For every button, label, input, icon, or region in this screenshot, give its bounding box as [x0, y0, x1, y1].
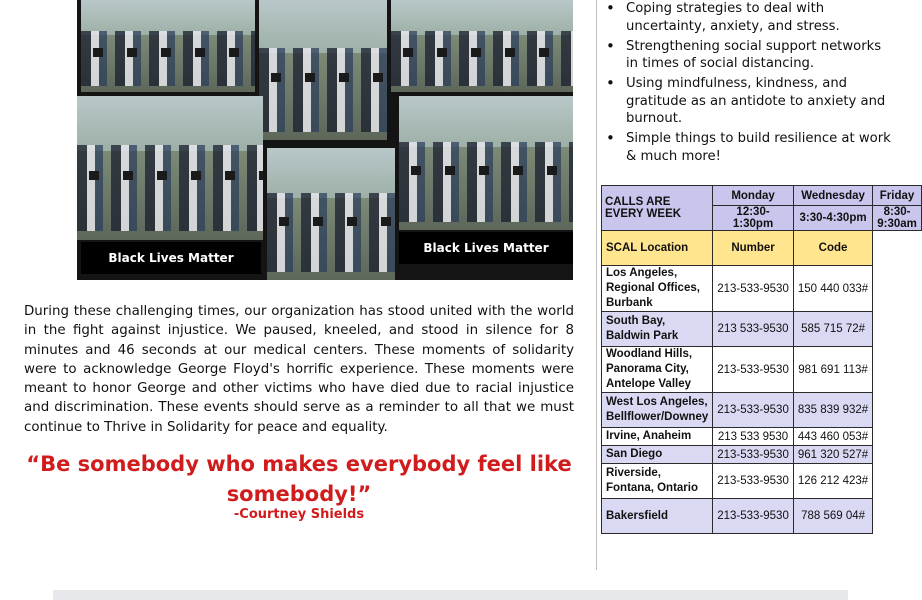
day-friday: Friday [873, 186, 922, 206]
row-location: Riverside, Fontana, Ontario [602, 464, 713, 499]
row-location: Woodland Hills, Panorama City, Antelope Valley [602, 347, 713, 393]
bullet-item: • Using mindfulness, kindness, and gratitude as an antidote to anxiety and burnout. [606, 75, 891, 128]
row-number: 213-533-9530 [713, 464, 794, 499]
table-row [602, 393, 922, 428]
table-row [602, 499, 922, 534]
day-wednesday: Wednesday [793, 186, 872, 206]
row-number: 213-533-9530 [713, 499, 794, 534]
photo-caption-left: Black Lives Matter [81, 242, 261, 274]
location-header-row [602, 231, 922, 266]
row-location: Bakersfield [602, 499, 713, 534]
bullet-item: • Simple things to build resilience at work & much more! [606, 130, 891, 165]
bullet-item: • Coping strategies to deal with uncertainty, anxiety, and stress. [606, 0, 891, 35]
row-code: 126 212 423# [793, 464, 872, 499]
row-location: West Los Angeles, Bellflower/Downey [602, 393, 713, 428]
row-code: 835 839 932# [793, 393, 872, 428]
photo-staff-with-signs-1 [81, 0, 255, 92]
row-number: 213-533-9530 [713, 446, 794, 464]
row-location: Irvine, Anaheim [602, 428, 713, 446]
table-row [602, 266, 922, 312]
row-code: 585 715 72# [793, 312, 872, 347]
row-code: 788 569 04# [793, 499, 872, 534]
photo-group-outdoor [399, 96, 573, 230]
quote-author: -Courtney Shields [233, 507, 365, 522]
table-row [602, 446, 922, 464]
table-row [602, 347, 922, 393]
photo-doctors-with-signs [267, 148, 395, 280]
row-number: 213-533-9530 [713, 347, 794, 393]
row-number: 213 533 9530 [713, 428, 794, 446]
photo-staff-with-signs-2 [259, 0, 387, 140]
table-row [602, 312, 922, 347]
time-wednesday: 3:30-4:30pm [793, 206, 872, 231]
photo-caption-right: Black Lives Matter [399, 232, 573, 264]
row-location: South Bay, Baldwin Park [602, 312, 713, 347]
table-row [602, 464, 922, 499]
row-location: Los Angeles, Regional Offices, Burbank [602, 266, 713, 312]
row-code: 961 320 527# [793, 446, 872, 464]
schedule-days-row [602, 186, 922, 206]
photo-group-kneeling [77, 96, 263, 240]
row-number: 213-533-9530 [713, 393, 794, 428]
row-number: 213 533-9530 [713, 312, 794, 347]
day-monday: Monday [713, 186, 794, 206]
column-header-code: Code [793, 231, 872, 266]
time-friday: 8:30-9:30am [873, 206, 922, 231]
article-body: During these challenging times, our organization has stood united with the world in the fight against injustice. We paused, kneeled, and stood in silence for 8 minutes and 46 seconds at our medical centers. These moments of solidarity were to acknowledge George Floyd's horrific experience. These moments were meant to honor George and other victims who have died due to racial injustice and discrimination. These events should serve as a reminder to all that we must continue to Thrive in Solidarity for peace and equality. [24, 304, 574, 435]
column-header-location: SCAL Location [602, 231, 713, 266]
footer-band [53, 590, 848, 600]
calls-weekly-label: CALLS ARE EVERY WEEK [602, 186, 713, 231]
topic-bullet-list [606, 0, 891, 168]
bullet-item: • Strengthening social support networks in times of social distancing. [606, 38, 891, 73]
featured-quote: “Be somebody who makes everybody feel like somebody!” [26, 452, 572, 506]
call-schedule-table [601, 185, 922, 534]
row-number: 213-533-9530 [713, 266, 794, 312]
photo-collage [77, 0, 573, 280]
time-monday: 12:30-1:30pm [713, 206, 794, 231]
photo-staff-with-signs-3 [391, 0, 573, 92]
row-code: 443 460 053# [793, 428, 872, 446]
column-header-number: Number [713, 231, 794, 266]
row-location: San Diego [602, 446, 713, 464]
table-row [602, 428, 922, 446]
row-code: 150 440 033# [793, 266, 872, 312]
row-code: 981 691 113# [793, 347, 872, 393]
column-divider [596, 0, 597, 570]
